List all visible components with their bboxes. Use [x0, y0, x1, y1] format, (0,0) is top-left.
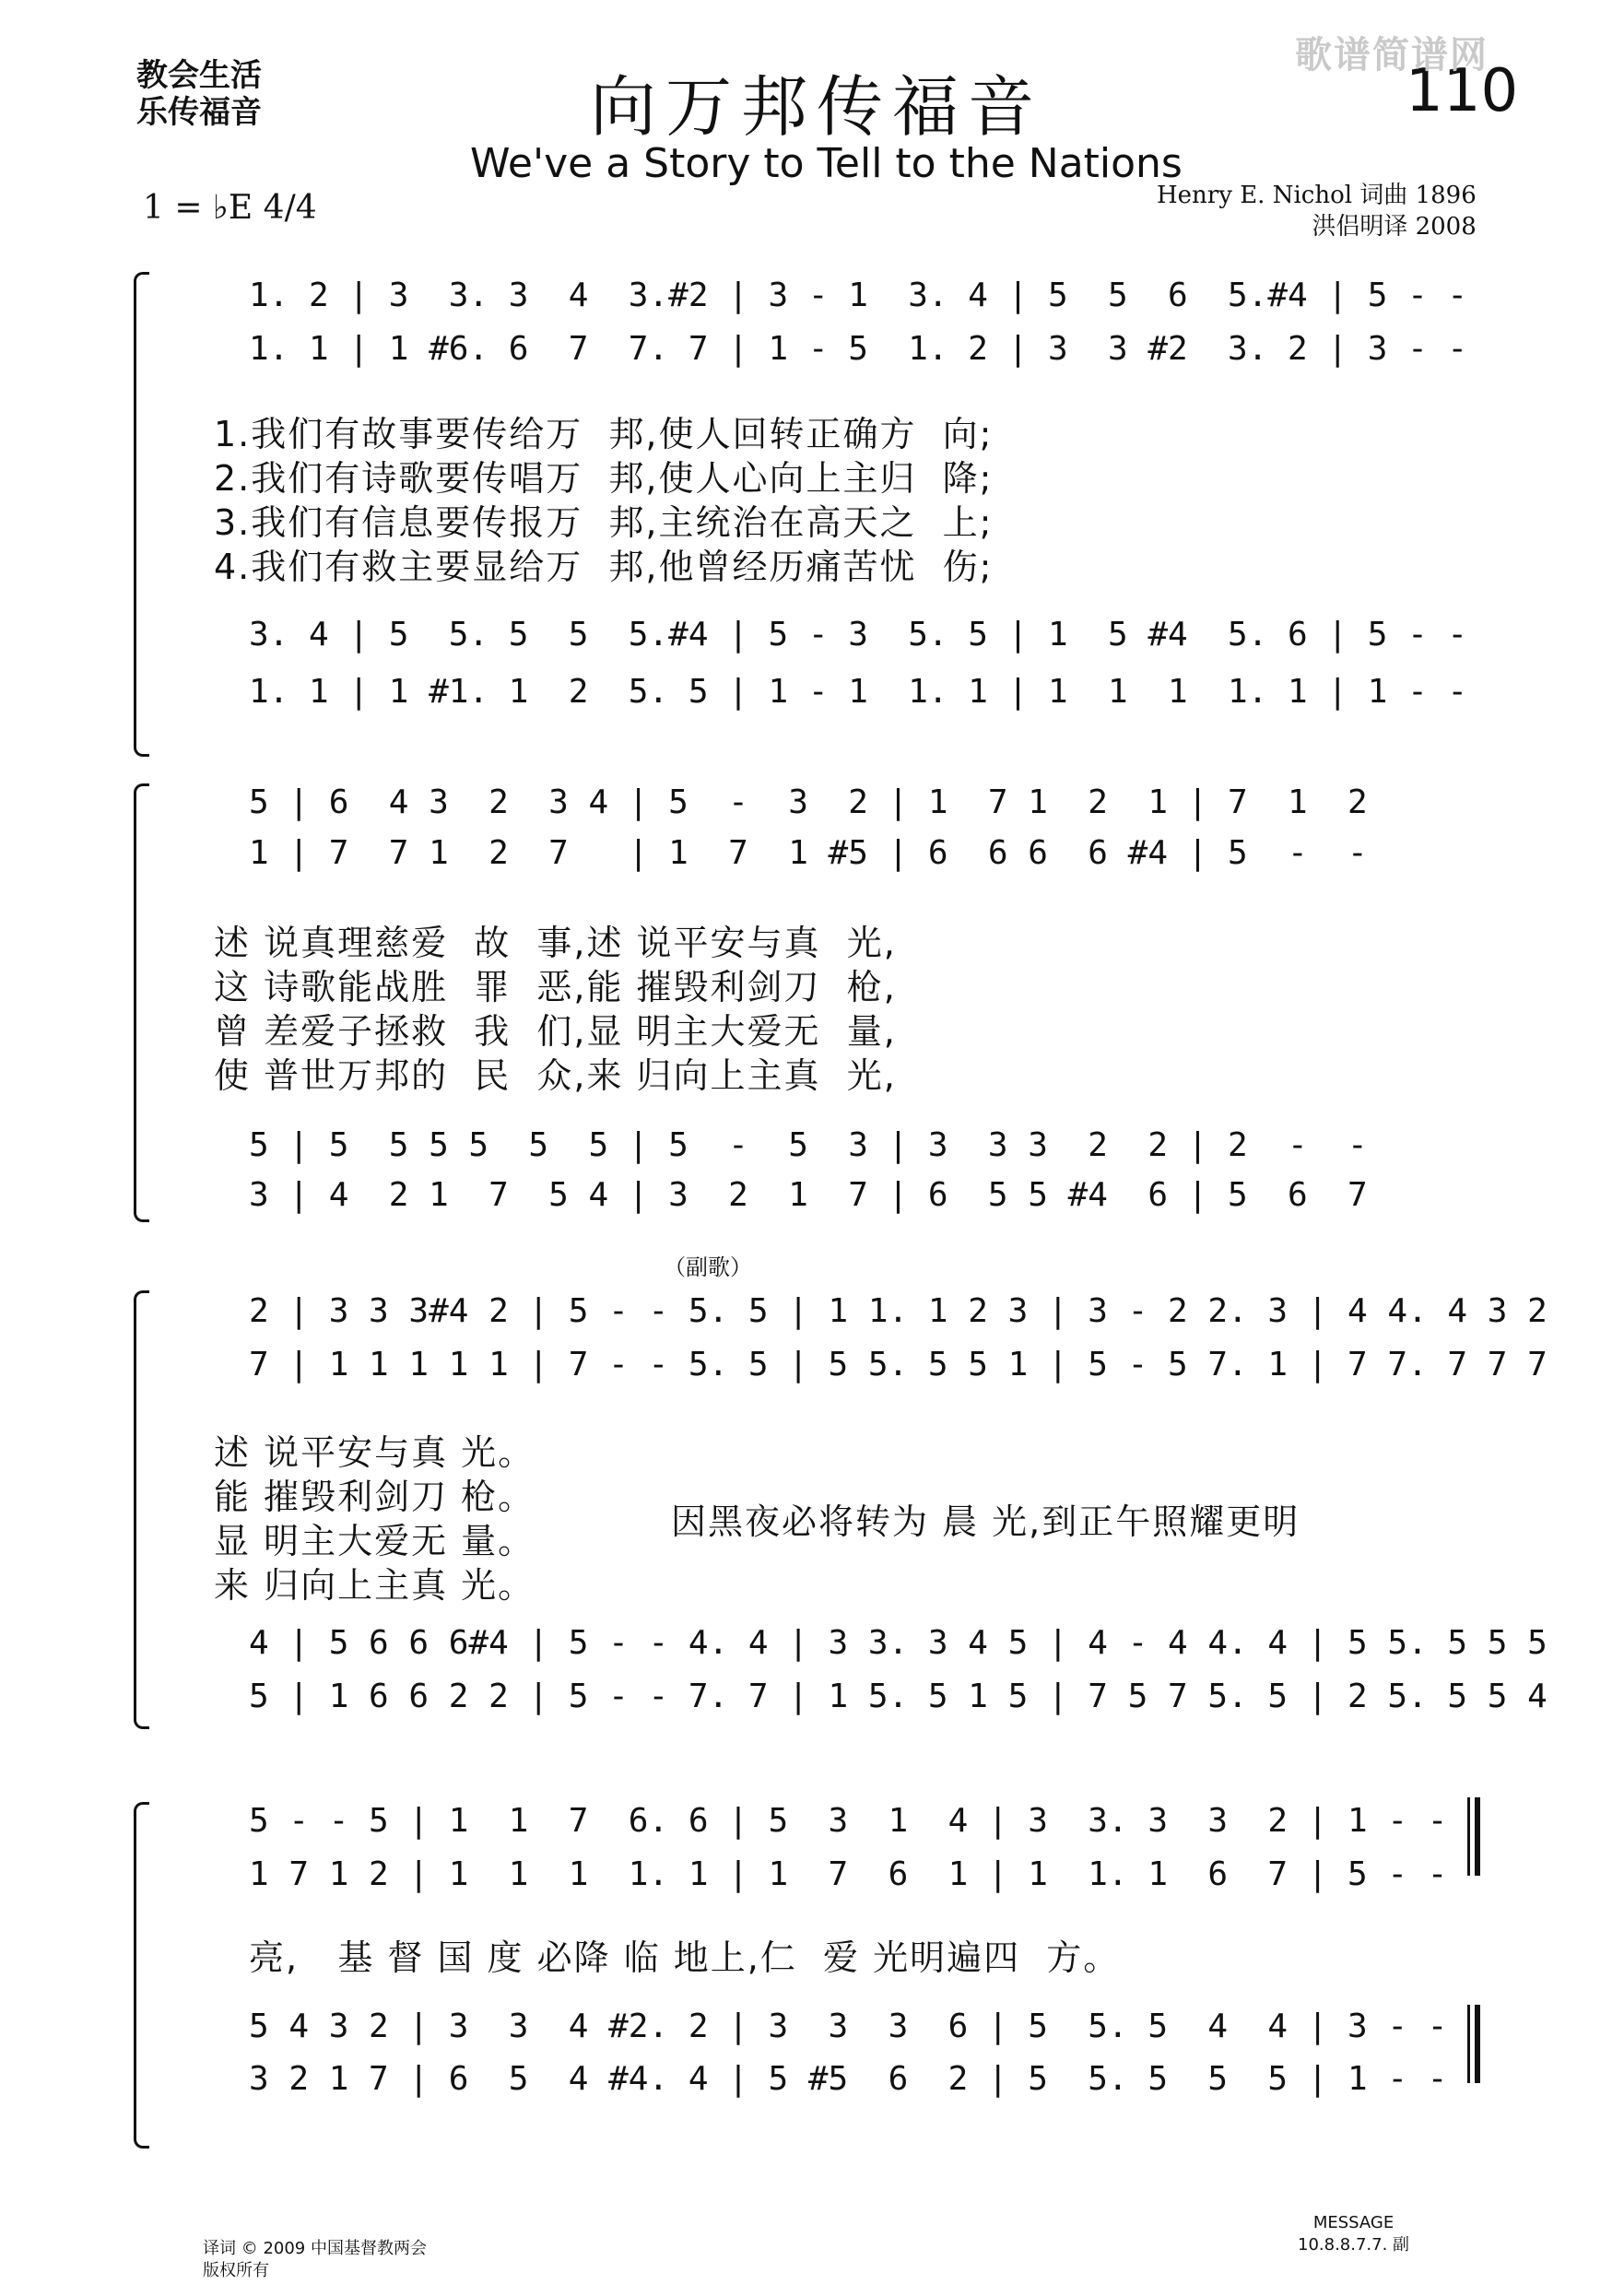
- system-1-lyric-2: 2.我们有诗歌要传唱万 邦,使人心向上主归 降;: [214, 458, 994, 499]
- system-1-alto: 1. 1 | 1 #6. 6 7 7. 7 | 1 - 5 1. 2 | 3 3 #2 3. 2 | 3 - -: [249, 330, 1468, 368]
- final-barline-lower: [1467, 2005, 1470, 2083]
- copyright-line-2: 版权所有: [203, 2261, 269, 2280]
- system-3-tenor: 4 | 5 6 6 6#4 | 5 - - 4. 4 | 3 3. 3 4 5 | 4 - 4 4. 4 | 5 5. 5 5 5: [249, 1624, 1548, 1662]
- system-1-brace: [134, 272, 149, 757]
- copyright-notice: [203, 2238, 427, 2282]
- system-3-lyric-4: 来 归向上主真 光。: [214, 1565, 535, 1606]
- system-1-lyric-4: 4.我们有救主要显给万 邦,他曾经历痛苦忧 伤;: [214, 547, 994, 587]
- system-3-lyric-2: 能 摧毁利剑刀 枪。: [214, 1477, 535, 1517]
- system-4-bass: 3 2 1 7 | 6 5 4 #4. 4 | 5 #5 6 2 | 5 5. 5 5 5 | 1 - -: [249, 2060, 1448, 2098]
- system-4-lyric: 亮, 基 督 国 度 必降 临 地上,仁 爱 光明遍四 方。: [249, 1937, 1121, 1978]
- system-2-lyric-3: 曾 差爱子拯救 我 们,显 明主大爱无 量,: [214, 1011, 897, 1052]
- hymnbook-title: [136, 57, 262, 131]
- chorus-label: （副歌）: [664, 1254, 752, 1280]
- watermark-logo: 歌谱简谱网: [1295, 34, 1489, 77]
- system-2-tenor: 5 | 5 5 5 5 5 5 | 5 - 5 3 | 3 3 3 2 2 | 2 - -: [249, 1126, 1368, 1164]
- system-2-lyric-1: 述 说真理慈爱 故 事,述 说平安与真 光,: [214, 923, 897, 963]
- chorus-lyric: 因黑夜必将转为 晨 光,到正午照耀更明: [671, 1501, 1300, 1542]
- hymn-title-english: We've a Story to Tell to the Nations: [470, 140, 1183, 187]
- system-4-brace: [134, 1802, 149, 2149]
- system-2-lyric-2: 这 诗歌能战胜 罪 恶,能 摧毁利剑刀 枪,: [214, 967, 897, 1007]
- system-2-lyric-4: 使 普世万邦的 民 众,来 归向上主真 光,: [214, 1055, 897, 1096]
- meter-numbers: 10.8.8.7.7. 副: [1298, 2235, 1410, 2255]
- system-3-lyric-3: 显 明主大爱无 量。: [214, 1521, 535, 1561]
- system-2-brace: [134, 783, 149, 1222]
- system-1-bass: 1. 1 | 1 #1. 1 2 5. 5 | 1 - 1 1. 1 | 1 1 1 1. 1 | 1 - -: [249, 673, 1468, 711]
- hymn-title-chinese: 向万邦传福音: [590, 68, 1044, 146]
- system-2-bass: 3 | 4 2 1 7 5 4 | 3 2 1 7 | 6 5 5 #4 6 | 5 6 7: [249, 1176, 1368, 1214]
- final-barline-lower-thick: [1475, 2005, 1480, 2083]
- system-3-brace: [134, 1290, 149, 1729]
- system-1-lyric-1: 1.我们有故事要传给万 邦,使人回转正确方 向;: [214, 414, 994, 454]
- system-4-alto: 1 7 1 2 | 1 1 1 1. 1 | 1 7 6 1 | 1 1. 1 6 7 | 5 - -: [249, 1855, 1448, 1893]
- final-barline-upper-thick: [1475, 1797, 1480, 1876]
- composer-credit: Henry E. Nichol 词曲 1896: [1157, 182, 1477, 209]
- author-credits: [1157, 180, 1477, 242]
- system-3-lyric-1: 述 说平安与真 光。: [214, 1432, 535, 1473]
- system-2-soprano: 5 | 6 4 3 2 3 4 | 5 - 3 2 | 1 7 1 2 1 | 7 1 2: [249, 783, 1368, 821]
- system-1-tenor: 3. 4 | 5 5. 5 5 5.#4 | 5 - 3 5. 5 | 1 5 #4 5. 6 | 5 - -: [249, 616, 1468, 653]
- system-3-alto: 7 | 1 1 1 1 1 | 7 - - 5. 5 | 5 5. 5 5 1 | 5 - 5 7. 1 | 7 7. 7 7 7: [249, 1346, 1548, 1383]
- tune-name: MESSAGE: [1312, 2213, 1395, 2232]
- hymnbook-line-2: 乐传福音: [136, 94, 262, 131]
- system-1-lyric-3: 3.我们有信息要传报万 邦,主统治在高天之 上;: [214, 502, 994, 543]
- system-3-soprano: 2 | 3 3 3#4 2 | 5 - - 5. 5 | 1 1. 1 2 3 | 3 - 2 2. 3 | 4 4. 4 3 2: [249, 1292, 1548, 1330]
- system-3-bass: 5 | 1 6 6 2 2 | 5 - - 7. 7 | 1 5. 5 1 5 | 7 5 7 5. 5 | 2 5. 5 5 4: [249, 1678, 1548, 1715]
- system-4-tenor: 5 4 3 2 | 3 3 4 #2. 2 | 3 3 3 6 | 5 5. 5 4 4 | 3 - -: [249, 2008, 1448, 2045]
- key-signature: 1 = ♭E 4/4: [143, 189, 317, 227]
- hymnbook-line-1: 教会生活: [136, 57, 262, 94]
- system-4-soprano: 5 - - 5 | 1 1 7 6. 6 | 5 3 1 4 | 3 3. 3 3 2 | 1 - -: [249, 1802, 1448, 1840]
- final-barline-upper: [1467, 1797, 1470, 1876]
- hymn-number: 110: [1406, 57, 1519, 125]
- copyright-line-1: 译词 © 2009 中国基督教两会: [203, 2239, 427, 2258]
- system-1-soprano: 1. 2 | 3 3. 3 4 3.#2 | 3 - 1 3. 4 | 5 5 6 5.#4 | 5 - -: [249, 277, 1468, 314]
- system-2-alto: 1 | 7 7 1 2 7 | 1 7 1 #5 | 6 6 6 6 #4 | 5 - -: [249, 834, 1368, 872]
- translator-credit: 洪侣明译 2008: [1312, 213, 1477, 241]
- meter-info: [1298, 2212, 1409, 2256]
